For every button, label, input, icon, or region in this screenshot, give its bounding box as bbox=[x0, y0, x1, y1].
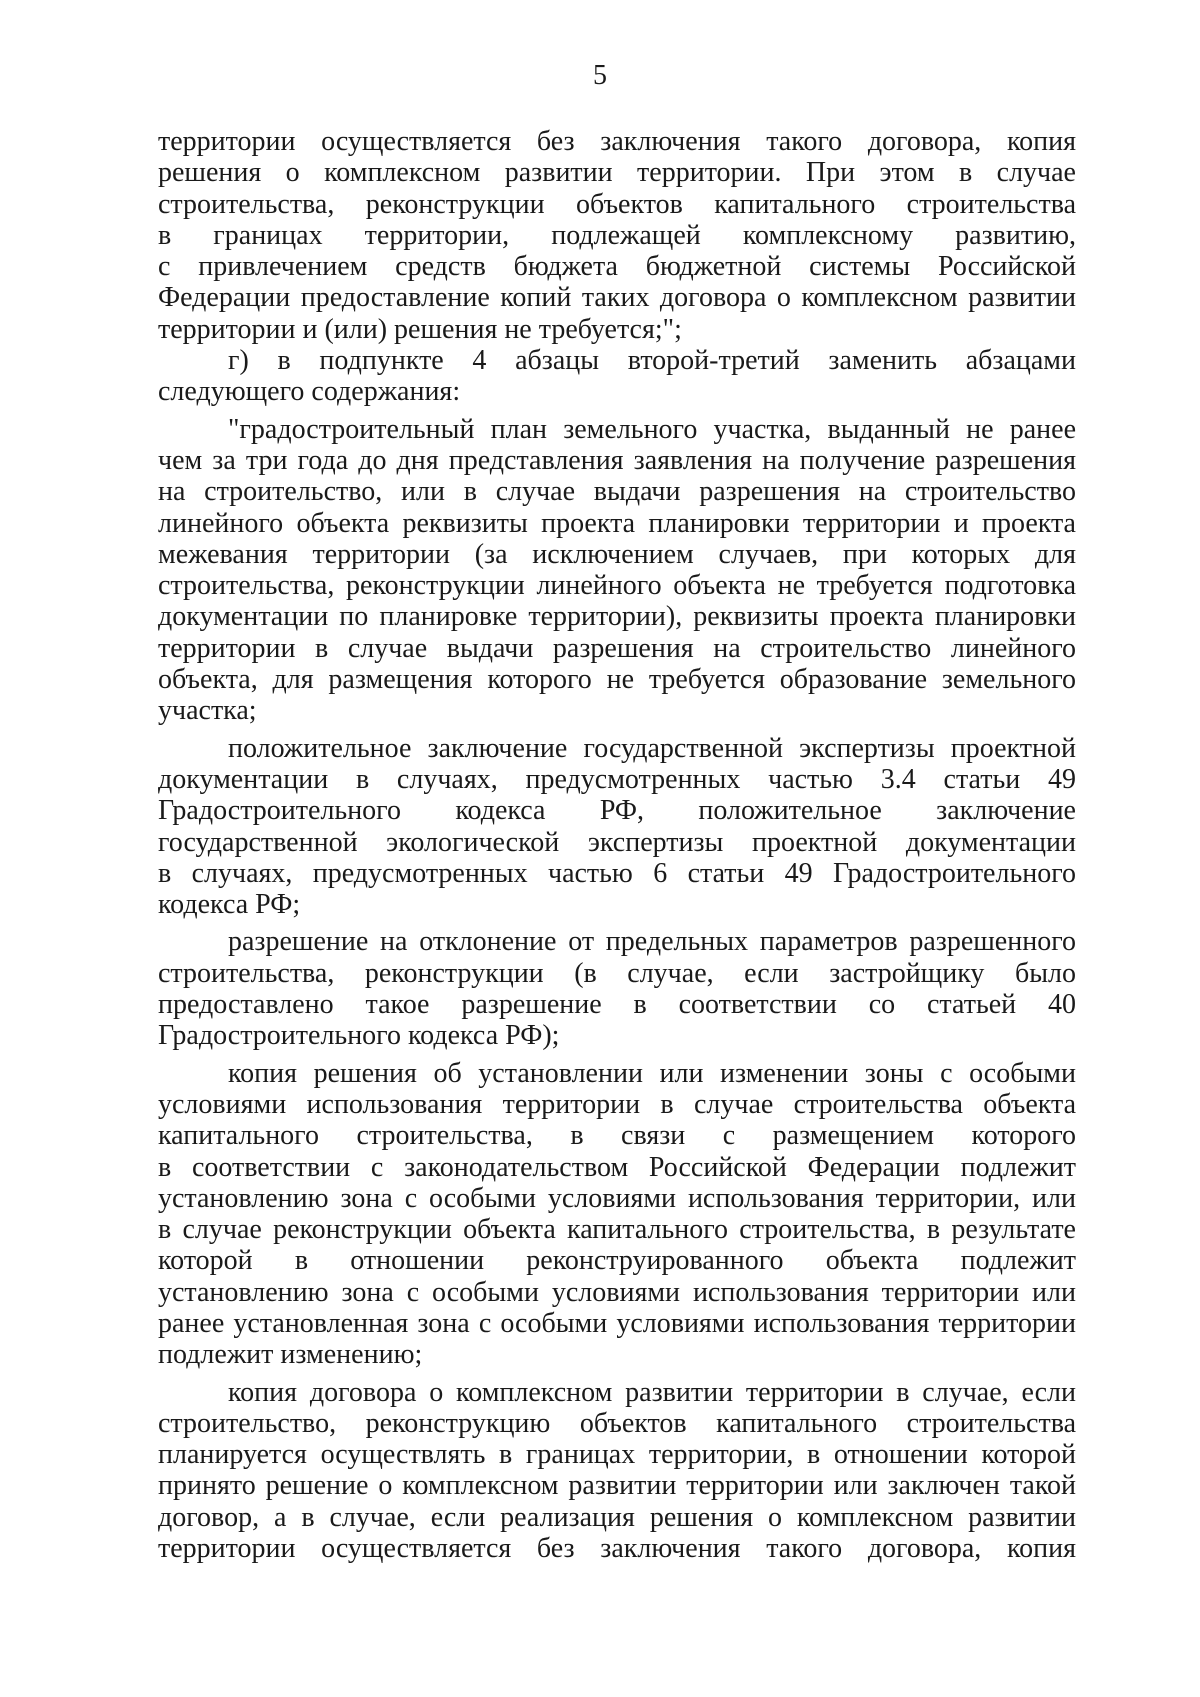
text-line: строительства, реконструкции (в случае, если застройщику было bbox=[158, 957, 1076, 989]
text-line: межевания территории (за исключением случаев, при которых для bbox=[158, 538, 1076, 570]
text-line: в соответствии с законодательством Российской Федерации подлежит bbox=[158, 1151, 1076, 1183]
text-line: копия решения об установлении или изменении зоны с особыми bbox=[228, 1057, 1076, 1089]
text-line: условиями использования территории в случае строительства объекта bbox=[158, 1088, 1076, 1120]
text-line: в границах территории, подлежащей комплексному развитию, bbox=[158, 219, 1076, 251]
text-line: участка; bbox=[158, 695, 257, 727]
paragraph-urban-plan bbox=[158, 414, 1076, 727]
text-line: на строительство, или в случае выдачи разрешения на строительство bbox=[158, 476, 1076, 508]
text-line: объекта, для размещения которого не требуется образование земельного bbox=[158, 664, 1076, 696]
text-line: предоставлено такое разрешение в соответствии со статьей 40 bbox=[158, 989, 1076, 1021]
text-line: принято решение о комплексном развитии территории или заключен такой bbox=[158, 1470, 1076, 1502]
text-line: установлению зона с особыми условиями использования территории или bbox=[158, 1276, 1076, 1308]
text-line: территории осуществляется без заключения такого договора, копия bbox=[158, 126, 1076, 157]
paragraph-expertise bbox=[158, 733, 1076, 921]
text-line: территории и (или) решения не требуется;"; bbox=[158, 313, 682, 345]
text-line: г) в подпункте 4 абзацы второй-третий заменить абзацами bbox=[228, 345, 1076, 377]
page-number: 5 bbox=[593, 60, 607, 91]
text-line: установлению зона с особыми условиями использования территории, или bbox=[158, 1182, 1076, 1214]
text-line: Федерации предоставление копий таких договора о комплексном развитии bbox=[158, 282, 1076, 314]
paragraph-subitem-g bbox=[158, 345, 1076, 408]
paragraph-deviation-permit bbox=[158, 926, 1076, 1051]
text-line: документации в случаях, предусмотренных частью 3.4 статьи 49 bbox=[158, 763, 1076, 795]
text-line: договор, а в случае, если реализация решения о комплексном развитии bbox=[158, 1501, 1076, 1533]
text-line: линейного объекта реквизиты проекта планировки территории и проекта bbox=[158, 507, 1076, 539]
text-line: которой в отношении реконструированного объекта подлежит bbox=[158, 1245, 1076, 1277]
text-line: строительство, реконструкцию объектов капитального строительства bbox=[158, 1407, 1076, 1439]
text-line: разрешение на отклонение от предельных параметров разрешенного bbox=[228, 926, 1076, 958]
text-line: территории в случае выдачи разрешения на строительство линейного bbox=[158, 632, 1076, 664]
text-line: планируется осуществлять в границах территории, в отношении которой bbox=[158, 1439, 1076, 1471]
text-line: кодекса РФ; bbox=[158, 889, 301, 921]
text-line: в случаях, предусмотренных частью 6 статьи 49 Градостроительного bbox=[158, 857, 1076, 889]
text-line: решения о комплексном развитии территории. При этом в случае bbox=[158, 157, 1076, 189]
text-line: в случае реконструкции объекта капитального строительства, в результате bbox=[158, 1214, 1076, 1246]
text-line: Градостроительного кодекса РФ); bbox=[158, 1020, 560, 1052]
text-line: подлежит изменению; bbox=[158, 1339, 423, 1371]
text-line: строительства, реконструкции линейного объекта не требуется подготовка bbox=[158, 570, 1076, 602]
text-line: с привлечением средств бюджета бюджетной системы Российской bbox=[158, 251, 1076, 283]
paragraph-continuation bbox=[158, 126, 1076, 345]
text-line: капитального строительства, в связи с размещением которого bbox=[158, 1120, 1076, 1152]
paragraph-zone-decision bbox=[158, 1058, 1076, 1371]
text-line: копия договора о комплексном развитии территории в случае, если bbox=[228, 1376, 1076, 1408]
paragraph-development-contract bbox=[158, 1377, 1076, 1565]
text-line: чем за три года до дня представления заявления на получение разрешения bbox=[158, 444, 1076, 476]
text-line: государственной экологической экспертизы проектной документации bbox=[158, 826, 1076, 858]
text-line: территории осуществляется без заключения такого договора, копия bbox=[158, 1533, 1076, 1565]
text-line: Градостроительного кодекса РФ, положительное заключение bbox=[158, 795, 1076, 827]
text-line: документации по планировке территории), реквизиты проекта планировки bbox=[158, 601, 1076, 633]
text-line: ранее установленная зона с особыми условиями использования территории bbox=[158, 1307, 1076, 1339]
text-line: "градостроительный план земельного участка, выданный не ранее bbox=[228, 413, 1076, 445]
text-line: строительства, реконструкции объектов капитального строительства bbox=[158, 188, 1076, 220]
text-line: следующего содержания: bbox=[158, 376, 461, 408]
document-body bbox=[158, 126, 1076, 1564]
text-line: положительное заключение государственной экспертизы проектной bbox=[228, 732, 1076, 764]
